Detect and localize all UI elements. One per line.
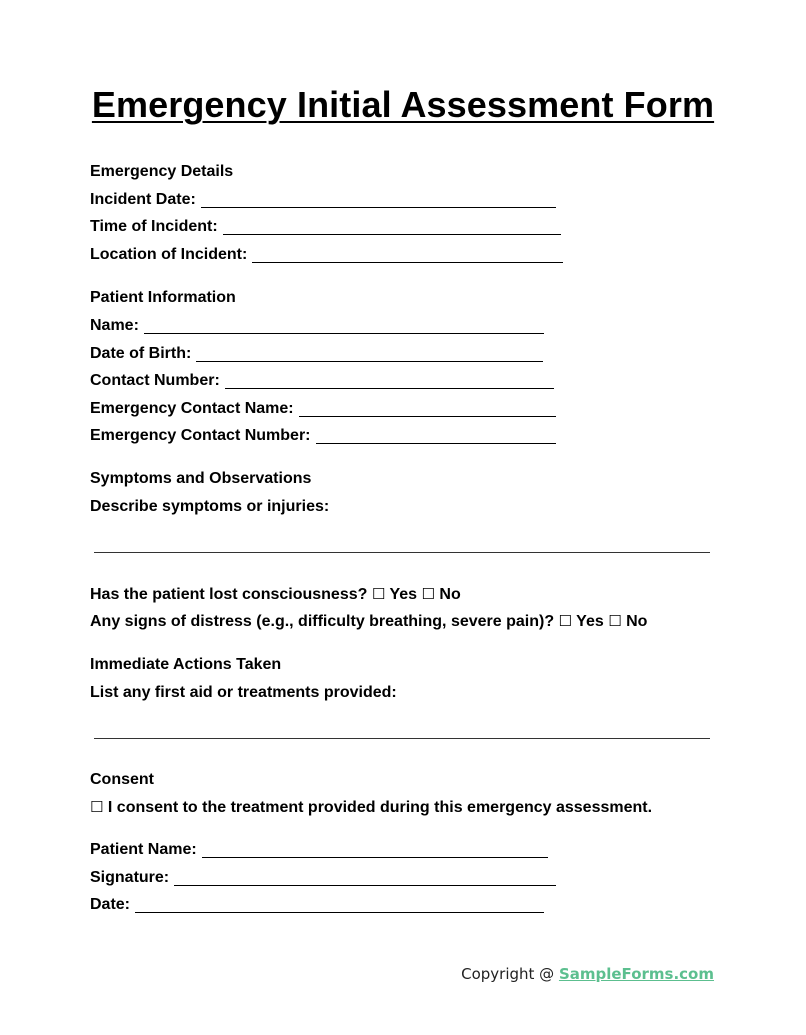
incident-date-label: Incident Date:	[90, 191, 196, 208]
consciousness-yes-checkbox[interactable]: ☐	[371, 585, 386, 603]
symptoms-prompt: Describe symptoms or injuries:	[90, 498, 330, 515]
distress-yes-label: Yes	[576, 613, 604, 630]
date-of-birth-label: Date of Birth:	[90, 345, 192, 362]
location-of-incident-label: Location of Incident:	[90, 246, 248, 263]
consciousness-question-text: Has the patient lost consciousness?	[90, 586, 368, 603]
contact-number-label: Contact Number:	[90, 372, 220, 389]
consent-date-field	[90, 895, 544, 915]
time-of-incident-input-line[interactable]	[223, 234, 561, 235]
patient-name-input-line[interactable]	[144, 333, 544, 334]
form-title: Emergency Initial Assessment Form	[91, 84, 715, 125]
symptoms-answer-line[interactable]	[94, 552, 710, 553]
distress-question-text: Any signs of distress (e.g., difficulty breathing, severe pain)?	[90, 613, 555, 630]
consciousness-no-label: No	[439, 586, 461, 603]
consciousness-no-checkbox[interactable]: ☐	[421, 585, 435, 603]
consent-statement-text: I consent to the treatment provided during this emergency assessment.	[107, 799, 653, 816]
consent-checkbox[interactable]: ☐	[90, 798, 104, 816]
section-heading-immediate-actions: Immediate Actions Taken	[90, 656, 282, 673]
distress-yes-checkbox[interactable]: ☐	[558, 612, 572, 630]
date-of-birth-field	[90, 344, 543, 364]
section-heading-consent: Consent	[90, 771, 154, 788]
emergency-contact-number-label: Emergency Contact Number:	[90, 427, 311, 444]
incident-date-input-line[interactable]	[201, 207, 556, 208]
consciousness-yes-label: Yes	[389, 586, 418, 603]
signature-field	[90, 868, 556, 888]
location-of-incident-field	[90, 245, 563, 265]
consciousness-question	[90, 584, 461, 605]
emergency-contact-name-label: Emergency Contact Name:	[90, 400, 294, 417]
copyright-footer	[461, 965, 714, 983]
signature-label: Signature:	[90, 869, 170, 886]
sampleforms-link[interactable]: SampleForms.com	[558, 965, 714, 983]
incident-date-field	[90, 190, 556, 210]
date-of-birth-input-line[interactable]	[196, 361, 543, 362]
actions-prompt: List any first aid or treatments provided:	[90, 684, 397, 701]
contact-number-input-line[interactable]	[225, 388, 554, 389]
emergency-contact-number-input-line[interactable]	[316, 443, 556, 444]
section-heading-patient-information: Patient Information	[90, 289, 236, 306]
distress-no-label: No	[626, 613, 648, 630]
copyright-prefix: Copyright @	[461, 965, 555, 983]
emergency-contact-number-field	[90, 426, 556, 446]
consent-date-label: Date:	[90, 896, 131, 913]
time-of-incident-field	[90, 217, 561, 237]
location-of-incident-input-line[interactable]	[252, 262, 563, 263]
emergency-contact-name-input-line[interactable]	[299, 416, 556, 417]
patient-name-field	[90, 316, 544, 336]
emergency-contact-name-field	[90, 399, 556, 419]
contact-number-field	[90, 371, 554, 391]
signature-input-line[interactable]	[174, 885, 556, 886]
section-heading-emergency-details: Emergency Details	[90, 163, 234, 180]
consent-patient-name-label: Patient Name:	[90, 841, 197, 858]
distress-no-checkbox[interactable]: ☐	[608, 612, 622, 630]
patient-name-label: Name:	[90, 317, 139, 334]
consent-patient-name-field	[90, 840, 548, 860]
consent-patient-name-input-line[interactable]	[202, 857, 548, 858]
consent-date-input-line[interactable]	[135, 912, 544, 913]
consent-statement	[90, 797, 652, 818]
actions-answer-line[interactable]	[94, 738, 710, 739]
time-of-incident-label: Time of Incident:	[90, 218, 218, 235]
section-heading-symptoms: Symptoms and Observations	[90, 470, 312, 487]
distress-question	[90, 611, 647, 632]
